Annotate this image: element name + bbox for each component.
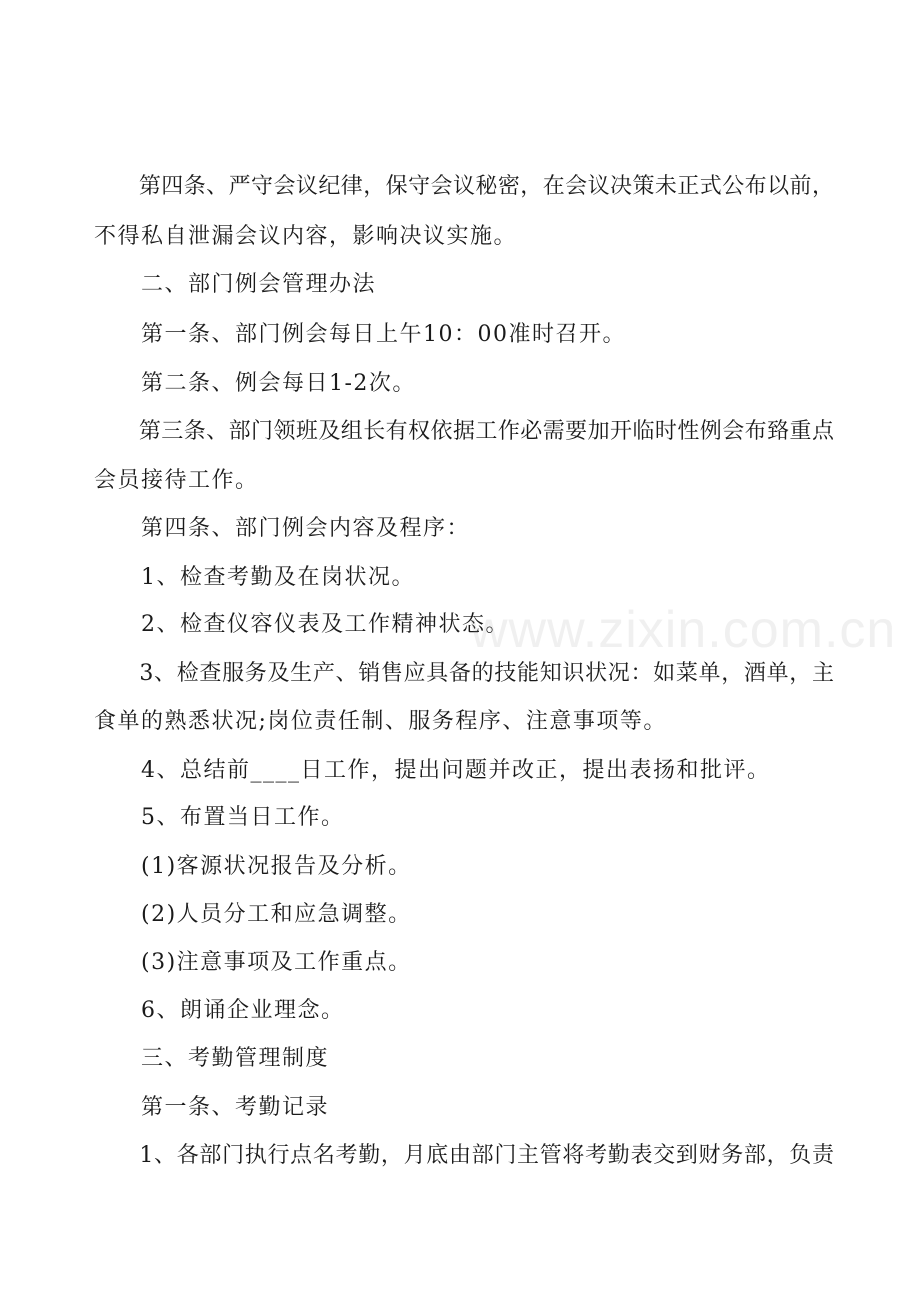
list-item: 3、检查服务及生产、销售应具备的技能知识状况：如菜单，酒单，主 — [94, 661, 834, 686]
list-item: 6、朗诵企业理念。 — [94, 998, 345, 1023]
paragraph-line: 第四条、严守会议纪律，保守会议秘密，在会议决策未正式公布以前， — [94, 174, 834, 199]
list-item: 4、总结前____日工作，提出问题并改正，提出表扬和批评。 — [94, 758, 771, 783]
list-item-continuation: 食单的熟悉状况;岗位责任制、服务程序、注意事项等。 — [94, 709, 667, 734]
section-heading: 二、部门例会管理办法 — [94, 272, 377, 297]
list-item: 2、检查仪容仪表及工作精神状态。 — [94, 612, 509, 637]
sub-list-item: (2)人员分工和应急调整。 — [94, 902, 412, 927]
paragraph-line: 第二条、例会每日1-2次。 — [94, 371, 416, 396]
paragraph-line: 会员接待工作。 — [94, 468, 259, 493]
list-item: 1、各部门执行点名考勤，月底由部门主管将考勤表交到财务部，负责 — [94, 1143, 834, 1168]
sub-list-item: (1)客源状况报告及分析。 — [94, 854, 412, 879]
paragraph-line: 第三条、部门领班及组长有权依据工作必需要加开临时性例会布臵重点 — [94, 419, 834, 444]
sub-list-item: (3)注意事项及工作重点。 — [94, 950, 412, 975]
list-item: 1、检查考勤及在岗状况。 — [94, 565, 415, 590]
list-item: 5、布置当日工作。 — [94, 805, 345, 830]
paragraph-line: 第四条、部门例会内容及程序： — [94, 516, 471, 541]
paragraph-line: 不得私自泄漏会议内容，影响决议实施。 — [94, 224, 518, 249]
paragraph-line: 第一条、考勤记录 — [94, 1095, 330, 1120]
section-heading: 三、考勤管理制度 — [94, 1046, 330, 1071]
paragraph-line: 第一条、部门例会每日上午10：00准时召开。 — [94, 322, 626, 347]
watermark-text: www.zixin.com.cn — [470, 601, 897, 659]
